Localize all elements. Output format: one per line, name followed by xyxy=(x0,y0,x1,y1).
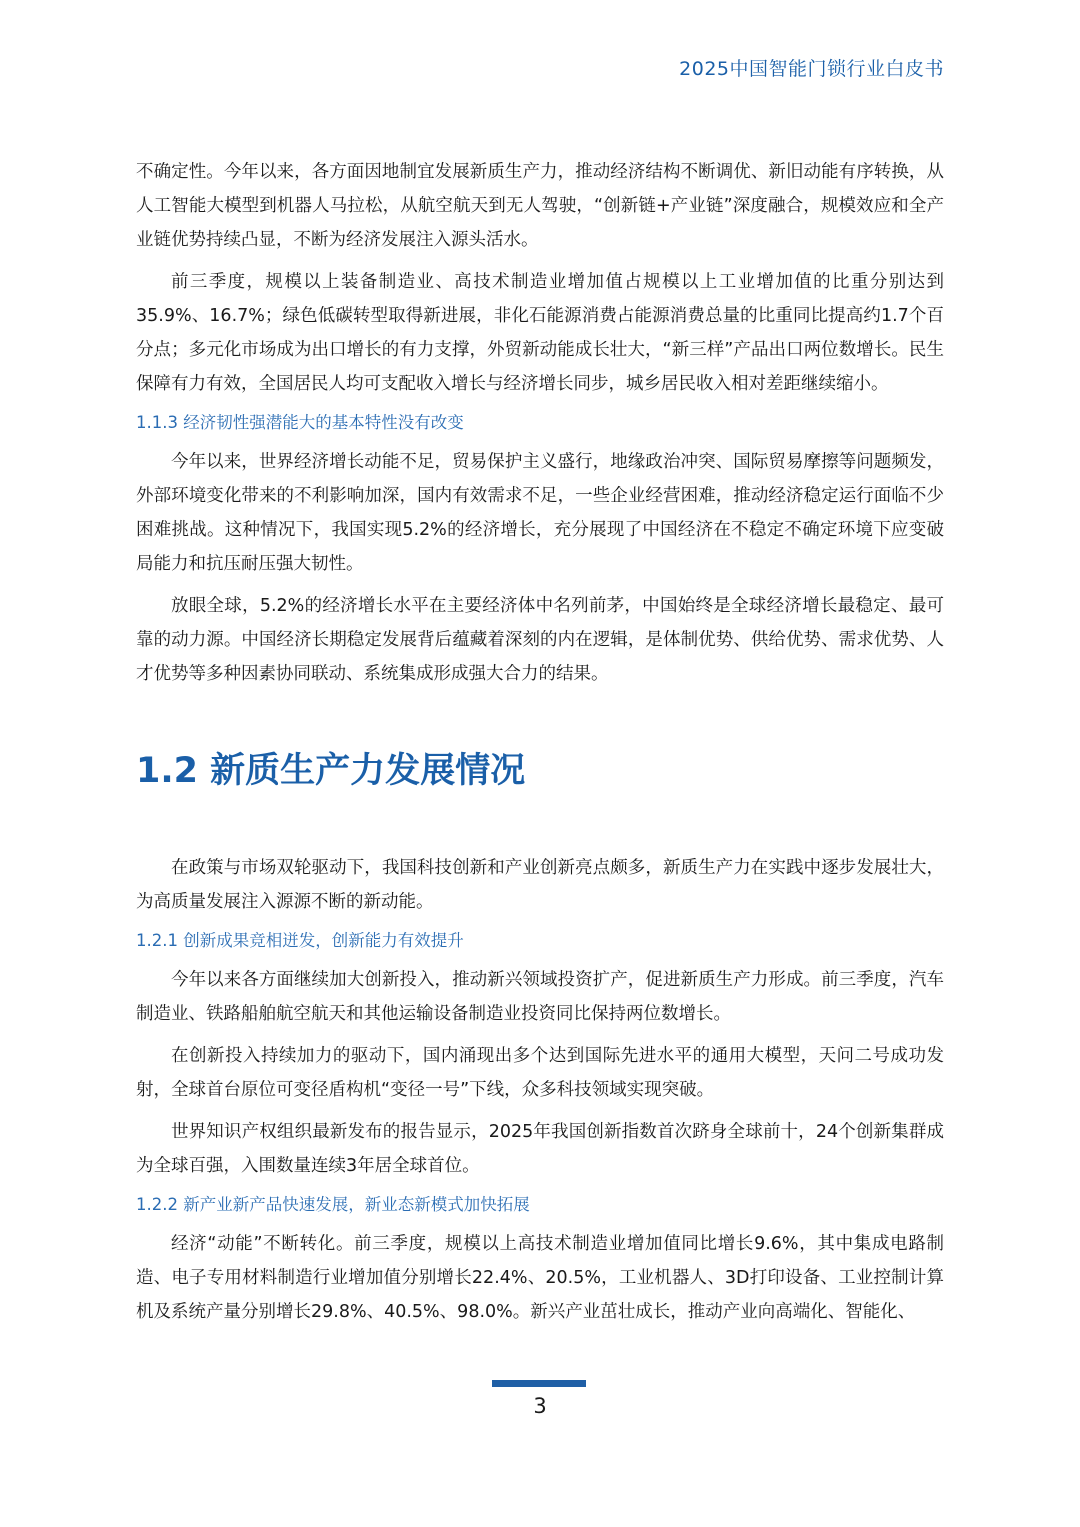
paragraph: 不确定性。今年以来，各方面因地制宜发展新质生产力，推动经济结构不断调优、新旧动能有序转换，从人工智能大模型到机器人马拉松，从航空航天到无人驾驶，“创新链+产业链”深度融合，规模效应和全产业链优势持续凸显，不断为经济发展注入源头活水。 xyxy=(136,162,944,250)
paragraph: 经济“动能”不断转化。前三季度，规模以上高技术制造业增加值同比增长9.6%，其中集成电路制造、电子专用材料制造行业增加值分别增长22.4%、20.5%，工业机器人、3D打印设备、工业控制计算机及系统产量分别增长29.8%、40.5%、98.0%。新兴产业茁壮成长，推动产业向高端化、智能化、 xyxy=(136,1234,944,1322)
paragraph: 今年以来各方面继续加大创新投入，推动新兴领域投资扩产，促进新质生产力形成。前三季度，汽车制造业、铁路船舶航空航天和其他运输设备制造业投资同比保持两位数增长。 xyxy=(136,970,944,1024)
document-header-title: 2025中国智能门锁行业白皮书 xyxy=(679,58,944,80)
subsection-heading-1-2-1: 1.2.1 创新成果竞相迸发，创新能力有效提升 xyxy=(136,931,464,950)
section-heading-1-2: 1.2 新质生产力发展情况 xyxy=(136,751,526,791)
paragraph: 在政策与市场双轮驱动下，我国科技创新和产业创新亮点颇多，新质生产力在实践中逐步发展壮大，为高质量发展注入源源不断的新动能。 xyxy=(136,858,944,912)
paragraph: 在创新投入持续加力的驱动下，国内涌现出多个达到国际先进水平的通用大模型，天问二号成功发射，全球首台原位可变径盾构机“变径一号”下线，众多科技领域实现突破。 xyxy=(136,1046,944,1100)
paragraph: 前三季度，规模以上装备制造业、高技术制造业增加值占规模以上工业增加值的比重分别达到35.9%、16.7%；绿色低碳转型取得新进展，非化石能源消费占能源消费总量的比重同比提高约1.7个百分点；多元化市场成为出口增长的有力支撑，外贸新动能成长壮大，“新三样”产品出口两位数增长。民生保障有力有效，全国居民人均可支配收入增长与经济增长同步，城乡居民收入相对差距继续缩小。 xyxy=(136,272,944,394)
paragraph: 放眼全球，5.2%的经济增长水平在主要经济体中名列前茅，中国始终是全球经济增长最稳定、最可靠的动力源。中国经济长期稳定发展背后蕴藏着深刻的内在逻辑，是体制优势、供给优势、需求优势、人才优势等多种因素协同联动、系统集成形成强大合力的结果。 xyxy=(136,596,944,684)
footer-accent-bar xyxy=(492,1380,586,1387)
paragraph: 世界知识产权组织最新发布的报告显示，2025年我国创新指数首次跻身全球前十，24个创新集群成为全球百强，入围数量连续3年居全球首位。 xyxy=(136,1122,944,1176)
subsection-heading-1-2-2: 1.2.2 新产业新产品快速发展，新业态新模式加快拓展 xyxy=(136,1195,530,1214)
paragraph: 今年以来，世界经济增长动能不足，贸易保护主义盛行，地缘政治冲突、国际贸易摩擦等问题频发，外部环境变化带来的不利影响加深，国内有效需求不足，一些企业经营困难，推动经济稳定运行面临不少困难挑战。这种情况下，我国实现5.2%的经济增长，充分展现了中国经济在不稳定不确定环境下应变破局能力和抗压耐压强大韧性。 xyxy=(136,452,944,574)
subsection-heading-1-1-3: 1.1.3 经济韧性强潜能大的基本特性没有改变 xyxy=(136,413,464,432)
page-content xyxy=(136,155,944,1337)
page-number: 3 xyxy=(533,1394,547,1418)
